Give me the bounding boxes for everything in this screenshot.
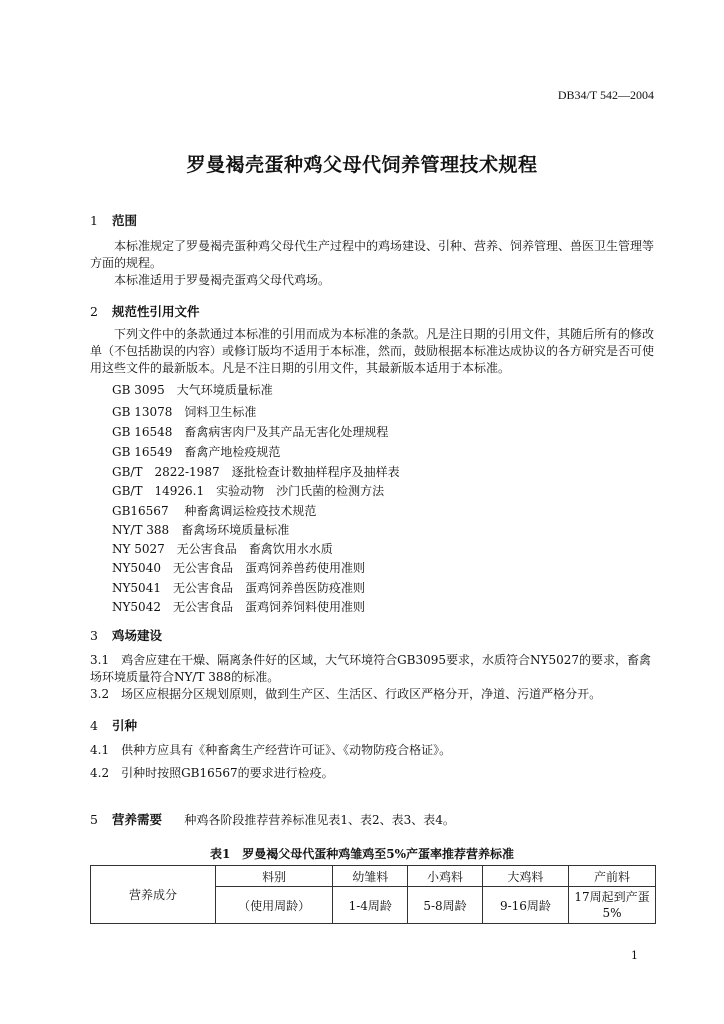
section-5-line: [90, 811, 455, 829]
table-cell: 5-8周龄: [408, 887, 483, 924]
nutrition-table: [90, 865, 656, 924]
reference-item: GB 16549 畜禽产地检疫规范: [112, 445, 281, 459]
section-3-paragraph-2: 3.2 场区应根据分区规划原则，做到生产区、生活区、行政区严格分开，净道、污道严格分开。: [90, 687, 602, 701]
section-title: 引种: [112, 718, 138, 733]
section-1-paragraph-1: 本标准规定了罗曼褐壳蛋种鸡父母代生产过程中的鸡场建设、引种、营养、饲养管理、兽医卫生管理等方面的规程。: [90, 239, 655, 270]
section-number: 1: [90, 213, 98, 228]
section-title: 营养需要: [112, 812, 163, 827]
table-cell: 17周起到产蛋5%: [569, 887, 656, 924]
page-number: 1: [631, 949, 638, 962]
section-4-heading: [90, 716, 137, 734]
row-label: 营养成分: [91, 866, 216, 924]
section-number: 3: [90, 628, 98, 643]
reference-item: NY5041 无公害食品 蛋鸡饲养兽医防疫准则: [112, 581, 365, 595]
reference-item: NY 5027 无公害食品 畜禽饮用水水质: [112, 542, 333, 556]
document-title: 罗曼褐壳蛋种鸡父母代饲养管理技术规程: [186, 154, 538, 176]
reference-item: GB 16548 畜禽病害肉尸及其产品无害化处理规程: [112, 425, 389, 439]
reference-item: NY5040 无公害食品 蛋鸡饲养兽药使用准则: [112, 561, 365, 575]
table-cell: （使用周龄）: [216, 887, 333, 924]
section-2-paragraph: 下列文件中的条款通过本标准的引用而成为本标准的条款。凡是注日期的引用文件，其随后所有的修改单（不包括勘误的内容）或修订版均不适用于本标准，然而，鼓励根据本标准达成协议的各方研究是否可使用这些文件的最新版本。凡是不注日期的引用文件，其最新版本适用于本标准。: [90, 327, 655, 375]
reference-item: NY/T 388 畜禽场环境质量标准: [112, 523, 290, 537]
section-4-paragraph-2: 4.2 引种时按照GB16567的要求进行检疫。: [90, 766, 334, 780]
section-title: 范围: [112, 213, 138, 228]
section-title: 规范性引用文件: [112, 304, 200, 319]
reference-item: GB/T 2822-1987 逐批检查计数抽样程序及抽样表: [112, 465, 400, 479]
table-1-caption: 表1 罗曼褐父母代蛋种鸡雏鸡至5%产蛋率推荐营养标准: [209, 847, 515, 861]
reference-item: GB 13078 饲料卫生标准: [112, 405, 257, 419]
reference-item: GB16567 种畜禽调运检疫技术规范: [112, 504, 317, 518]
section-2-heading: [90, 302, 200, 320]
reference-item: NY5042 无公害食品 蛋鸡饲养饲料使用准则: [112, 600, 365, 614]
table-cell: 小鸡料: [408, 866, 483, 887]
section-title: 鸡场建设: [112, 628, 163, 643]
section-3-paragraph-1: 3.1 鸡舍应建在干燥、隔离条件好的区域，大气环境符合GB3095要求，水质符合NY5027的要求，畜禽场环境质量符合NY/T 388的标准。: [90, 653, 651, 684]
table-cell: 产前料: [569, 866, 656, 887]
section-1-paragraph-2: 本标准适用于罗曼褐壳蛋鸡父母代鸡场。: [114, 273, 331, 287]
standard-number: DB34/T 542—2004: [557, 88, 654, 102]
table-cell: 1-4周龄: [333, 887, 408, 924]
reference-item: GB 3095 大气环境质量标准: [112, 383, 273, 397]
table-cell: 9-16周龄: [482, 887, 568, 924]
section-number: 4: [90, 718, 98, 733]
table-cell: 料别: [216, 866, 333, 887]
section-5-text: 种鸡各阶段推荐营养标准见表1、表2、表3、表4。: [184, 813, 455, 827]
section-3-heading: [90, 626, 162, 644]
section-1-heading: [90, 211, 137, 229]
section-number: 5: [90, 812, 98, 827]
section-number: 2: [90, 304, 98, 319]
table-cell: 大鸡料: [482, 866, 568, 887]
table-cell: 幼雏料: [333, 866, 408, 887]
reference-item: GB/T 14926.1 实验动物 沙门氏菌的检测方法: [112, 484, 385, 498]
section-4-paragraph-1: 4.1 供种方应具有《种畜禽生产经营许可证》、《动物防疫合格证》。: [90, 743, 452, 757]
table-row: [91, 866, 656, 887]
